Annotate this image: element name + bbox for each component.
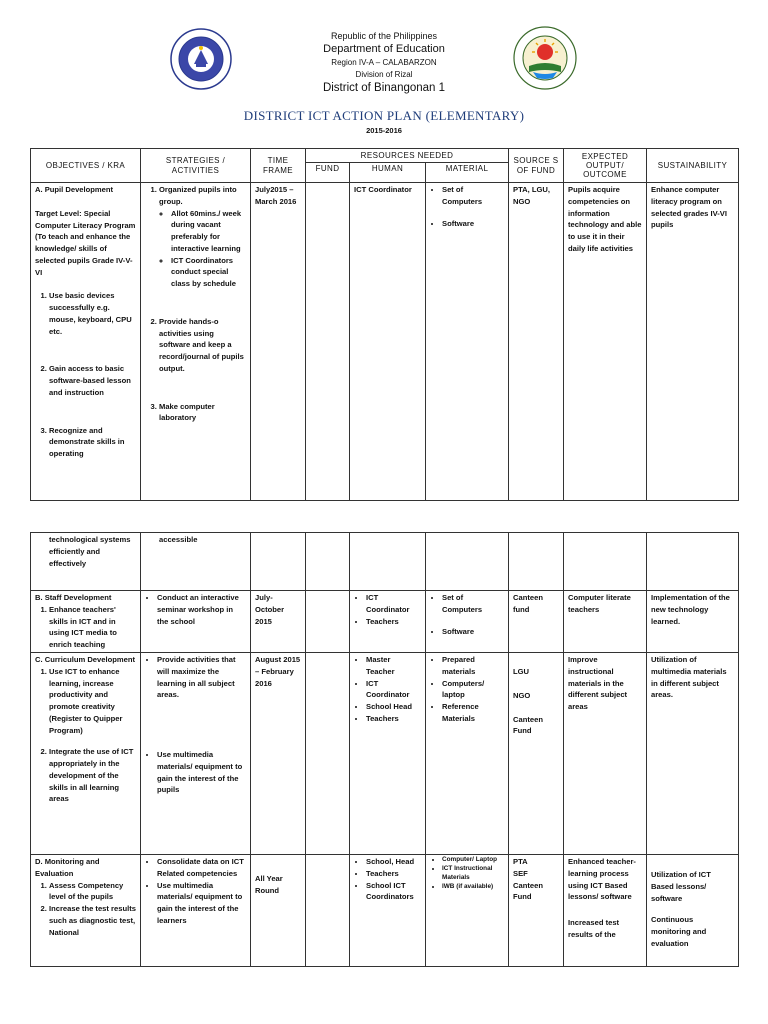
strategies-cell xyxy=(141,855,251,967)
material-item: • Software xyxy=(442,218,504,230)
expected-cell: Improve instructional materials in the different subject areas xyxy=(564,653,647,855)
human-item: • ICT Coordinator xyxy=(366,678,421,702)
expected-item: Increased test results of the xyxy=(568,918,620,939)
objective-item: 2. Increase the test results such as diagnostic test, National xyxy=(49,903,136,938)
objective-item: 1. Assess Competency level of the pupils xyxy=(49,880,136,904)
strategy-subitem: ◦ Allot 60mins./ week during vacant preferably for interactive learning xyxy=(171,208,246,255)
fund-cell xyxy=(306,183,350,501)
human-item: • School ICT Coordinators xyxy=(366,880,421,904)
expected-cell: Computer literate teachers xyxy=(564,591,647,653)
expected-item: Enhanced teacher-learning process using ICT Based lessons/ software xyxy=(568,857,636,902)
source-item: NGO xyxy=(513,690,531,700)
objective-continuation: technological systems efficiently and effectively xyxy=(49,535,131,568)
republic-line: Republic of the Philippines xyxy=(330,31,438,41)
section-d-heading: D. Monitoring and Evaluation xyxy=(35,857,100,878)
district-line: District of Binangonan 1 xyxy=(322,82,446,94)
strategy-item: Organized pupils into group. xyxy=(159,185,237,206)
document-title: DISTRICT ICT ACTION PLAN (ELEMENTARY) xyxy=(243,108,525,123)
source-item: Canteen Fund xyxy=(513,714,543,736)
division-line: Division of Rizal xyxy=(355,70,413,79)
action-plan-table-part2 xyxy=(30,532,739,967)
source-cell xyxy=(509,855,564,967)
fund-cell xyxy=(306,855,350,967)
sustainability-item: Utilization of ICT Based lessons/ software xyxy=(651,870,711,903)
col-expected-output: EXPECTED OUTPUT/ OUTCOME xyxy=(564,149,647,183)
table-row-curriculum-development xyxy=(31,653,739,855)
time-frame-cell: July-October 2015 xyxy=(251,591,306,653)
source-cell xyxy=(509,653,564,855)
strategies-cell xyxy=(141,183,251,501)
objective-item: 2. Gain access to basic software-based lesson and instruction xyxy=(49,363,136,398)
material-item: • Computer/ Laptop xyxy=(442,856,504,865)
source-cell: Canteen fund xyxy=(509,591,564,653)
objective-item: 1. Use ICT to enhance learning, increase productivity and promote creativity (Register to Quipper Program) xyxy=(49,666,136,737)
strategy-item: • Conduct an interactive seminar workshop in the school xyxy=(157,592,246,627)
objective-item: 2. Integrate the use of ICT appropriately in the development of the skills in all learning areas xyxy=(49,746,136,805)
objective-item: 3. Recognize and demonstrate skills in operating xyxy=(49,425,136,460)
human-item: • School, Head xyxy=(366,856,421,868)
action-plan-table-part1 xyxy=(30,148,739,501)
time-frame-cell: August 2015 – February 2016 xyxy=(251,653,306,855)
objectives-cell xyxy=(31,183,141,501)
table-row-continuation xyxy=(31,533,739,591)
material-item: • Computers/ laptop xyxy=(442,678,504,702)
col-sustainability: SUSTAINABILITY xyxy=(647,149,739,183)
col-human: HUMAN xyxy=(350,163,426,183)
department-line: Department of Education xyxy=(323,43,445,55)
strategy-item: • Use multimedia materials/ equipment to gain the interest of the learners xyxy=(157,880,246,927)
col-material: MATERIAL xyxy=(426,163,509,183)
material-item: • Prepared materials xyxy=(442,654,504,678)
objective-item: 1. Use basic devices successfully e.g. mouse, keyboard, CPU etc. xyxy=(49,290,136,337)
section-c-heading: C. Curriculum Development xyxy=(35,655,136,664)
material-item: • Reference Materials xyxy=(442,701,504,725)
material-cell xyxy=(426,183,509,501)
human-item: • School Head xyxy=(366,701,421,713)
objectives-cell xyxy=(31,855,141,967)
region-line: Region IV-A – CALABARZON xyxy=(331,58,437,67)
section-b-heading: B. Staff Development xyxy=(35,593,112,602)
human-item: • ICT Coordinator xyxy=(366,592,421,616)
col-strategies: STRATEGIES / ACTIVITIES xyxy=(141,149,251,183)
school-year: 2015-2016 xyxy=(366,126,402,135)
source-item: LGU xyxy=(513,667,530,676)
expected-cell: Pupils acquire competencies on information technology and able to use it in their daily life activities xyxy=(564,183,647,501)
time-frame-cell: July2015 – March 2016 xyxy=(251,183,306,501)
sustainability-cell xyxy=(647,855,739,967)
human-cell xyxy=(350,591,426,653)
material-item: • IWB (if available) xyxy=(442,883,504,892)
material-cell xyxy=(426,653,509,855)
col-objectives: OBJECTIVES / KRA xyxy=(31,149,141,183)
material-item: • Set of Computers xyxy=(442,184,504,208)
objectives-cell xyxy=(31,653,141,855)
material-item: • Software xyxy=(442,626,504,638)
fund-cell xyxy=(306,653,350,855)
human-cell: ICT Coordinator xyxy=(350,183,426,501)
col-source-of-fund: SOURCE S OF FUND xyxy=(509,149,564,183)
human-cell xyxy=(350,855,426,967)
strategy-item: • Use multimedia materials/ equipment to gain the interest of the pupils xyxy=(157,749,246,796)
strategy-continuation: accessible xyxy=(159,535,198,544)
col-resources-needed: RESOURCES NEEDED xyxy=(306,149,509,163)
table-row-staff-development xyxy=(31,591,739,653)
human-cell xyxy=(350,653,426,855)
strategy-item: • Provide activities that will maximize the learning in all subject areas. xyxy=(157,654,246,701)
section-a-heading: A. Pupil Development xyxy=(35,185,114,194)
source-item: SEF xyxy=(513,868,528,878)
source-item: Canteen Fund xyxy=(513,880,543,902)
objectives-cell xyxy=(31,591,141,653)
objectives-cell xyxy=(31,533,141,591)
sustainability-cell: Implementation of the new technology learned. xyxy=(647,591,739,653)
source-item: PTA xyxy=(513,857,528,866)
strategies-cell xyxy=(141,591,251,653)
sustainability-cell: Utilization of multimedia materials in different subject areas. xyxy=(647,653,739,855)
material-item: • ICT Instructional Materials xyxy=(442,865,504,883)
strategy-subitem: ◦ ICT Coordinators conduct special class by schedule xyxy=(171,255,246,290)
objective-item: 1. Enhance teachers' skills in ICT and in using ICT media to enrich teaching xyxy=(49,604,136,651)
time-frame-cell: All Year Round xyxy=(251,855,306,967)
fund-cell xyxy=(306,591,350,653)
col-time-frame: TIME FRAME xyxy=(251,149,306,183)
strategies-cell xyxy=(141,533,251,591)
strategy-item: • Consolidate data on ICT Related competencies xyxy=(157,856,246,880)
material-item: • Set of Computers xyxy=(442,592,504,616)
target-level: Target Level: Special Computer Literacy Program (To teach and enhance the knowledge/ skills of selected pupils Grade IV-V-VI xyxy=(35,208,136,277)
human-item: • Teachers xyxy=(366,868,421,880)
sustainability-cell: Enhance computer literacy program on selected grades IV-VI pupils xyxy=(647,183,739,501)
human-item: • Master Teacher xyxy=(366,654,421,678)
strategy-item: 3. Make computer laboratory xyxy=(159,401,246,425)
human-item: • Teachers xyxy=(366,616,421,628)
strategy-item: 2. Provide hands-o activities using software and keep a record/journal of pupils output. xyxy=(159,316,246,375)
col-fund: FUND xyxy=(306,163,350,183)
source-cell: PTA, LGU, NGO xyxy=(509,183,564,501)
table-row-monitoring-evaluation xyxy=(31,855,739,967)
human-item: • Teachers xyxy=(366,713,421,725)
strategies-cell xyxy=(141,653,251,855)
material-cell xyxy=(426,855,509,967)
material-cell xyxy=(426,591,509,653)
expected-cell xyxy=(564,855,647,967)
sustainability-item: Continuous monitoring and evaluation xyxy=(651,915,707,948)
table-row-pupil-development xyxy=(31,183,739,501)
